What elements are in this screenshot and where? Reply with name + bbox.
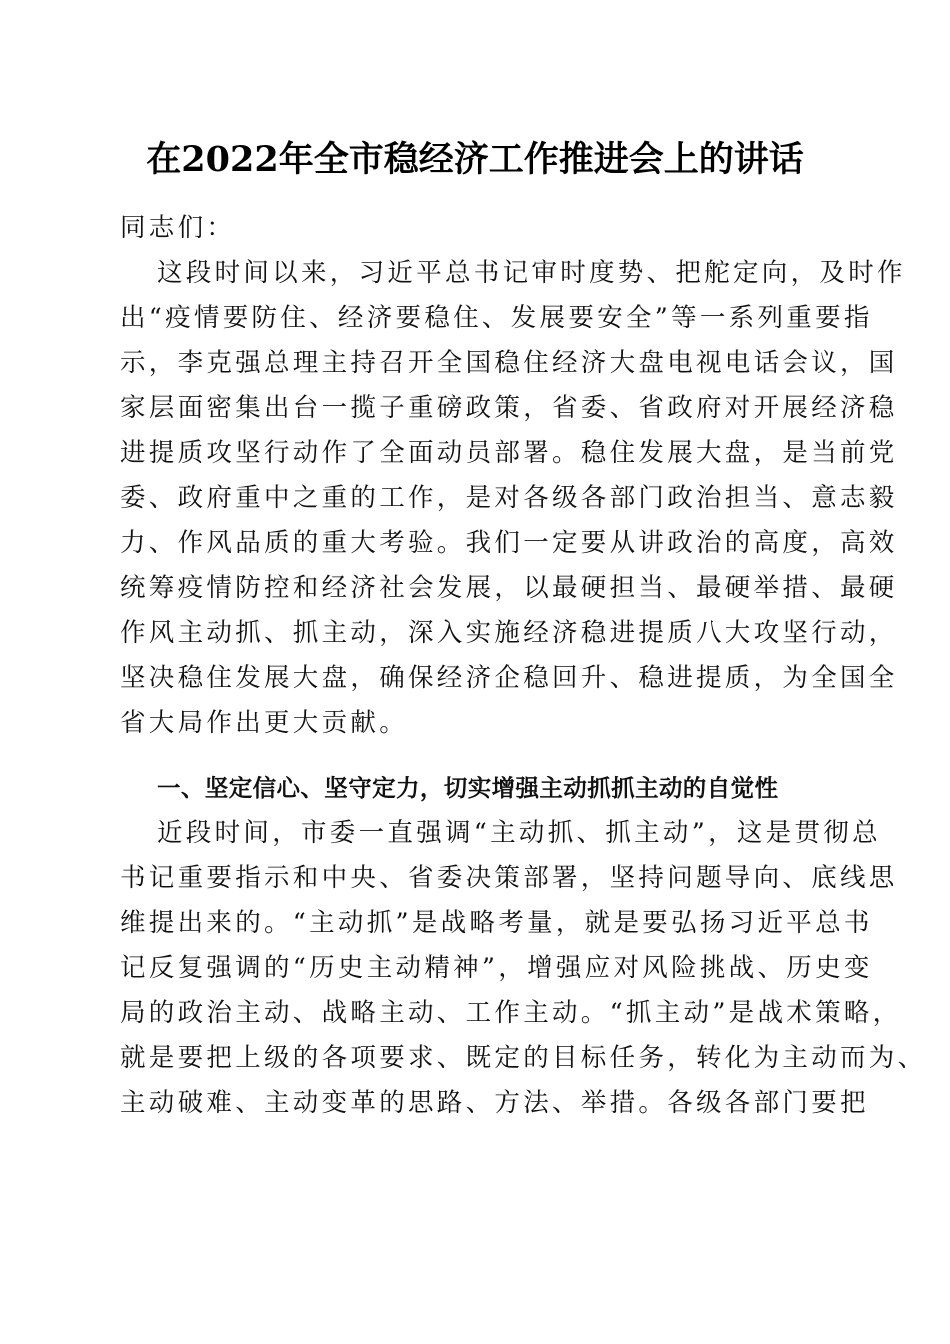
- paragraph-line: 作风主动抓、抓主动，深入实施经济稳进提质八大攻坚行动，: [120, 618, 898, 648]
- paragraph-line: 统筹疫情防控和经济社会发展，以最硬担当、最硬举措、最硬: [120, 573, 898, 603]
- paragraph-line: 家层面密集出台一揽子重磅政策，省委、省政府对开展经济稳: [120, 393, 898, 423]
- paragraph-line: 局的政治主动、战略主动、工作主动。“抓主动”是战术策略，: [120, 998, 902, 1028]
- paragraph-line: 书记重要指示和中央、省委决策部署，坚持问题导向、底线思: [120, 863, 898, 893]
- paragraph-line: 这段时间以来，习近平总书记审时度势、把舵定向，及时作: [157, 258, 906, 288]
- paragraph-line: 维提出来的。“主动抓”是战略考量，就是要弘扬习近平总书: [120, 908, 873, 938]
- document-title: 在2022年全市稳经济工作推进会上的讲话: [146, 139, 804, 180]
- salutation: 同志们：: [120, 213, 236, 243]
- paragraph-line: 委、政府重中之重的工作，是对各级各部门政治担当、意志毅: [120, 483, 898, 513]
- paragraph-line: 示，李克强总理主持召开全国稳住经济大盘电视电话会议，国: [120, 348, 898, 378]
- paragraph-line: 记反复强调的“历史主动精神”，增强应对风险挑战、历史变: [120, 953, 873, 983]
- paragraph-line: 就是要把上级的各项要求、既定的目标任务，转化为主动而为、: [120, 1043, 927, 1073]
- paragraph-line: 近段时间，市委一直强调“主动抓、抓主动”，这是贯彻总: [157, 818, 881, 848]
- paragraph-line: 坚决稳住发展大盘，确保经济企稳回升、稳进提质，为全国全: [120, 663, 898, 693]
- paragraph-line: 力、作风品质的重大考验。我们一定要从讲政治的高度，高效: [120, 528, 898, 558]
- section-heading-1: 一、坚定信心、坚守定力，切实增强主动抓抓主动的自觉性: [157, 774, 779, 802]
- paragraph-1: [120, 251, 906, 746]
- paragraph-line: 省大局作出更大贡献。: [120, 708, 409, 738]
- paragraph-2: [120, 811, 927, 1126]
- paragraph-line: 主动破难、主动变革的思路、方法、举措。各级各部门要把: [120, 1088, 869, 1118]
- paragraph-line: 进提质攻坚行动作了全面动员部署。稳住发展大盘，是当前党: [120, 438, 898, 468]
- paragraph-line: 出“疫情要防住、经济要稳住、发展要安全”等一系列重要指: [120, 303, 873, 333]
